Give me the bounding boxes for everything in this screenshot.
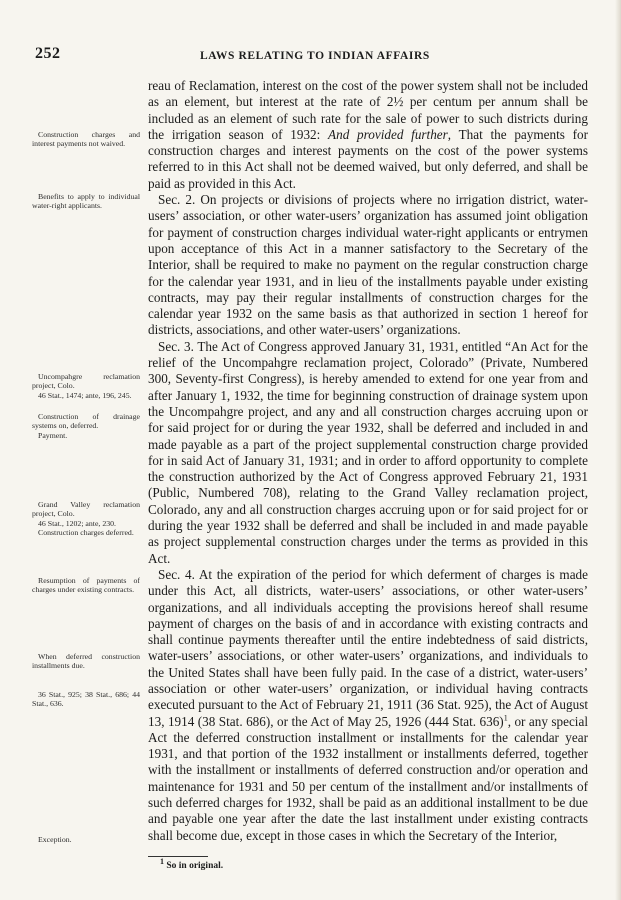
running-title: LAWS RELATING TO INDIAN AFFAIRS bbox=[200, 50, 430, 62]
page-number: 252 bbox=[35, 45, 61, 62]
margin-note-statutes: 36 Stat., 925; 38 Stat., 686; 44 Stat., 636. bbox=[32, 690, 140, 709]
emphasis-and-provided-further: And provided further bbox=[328, 126, 448, 142]
footnote bbox=[160, 856, 224, 871]
paragraph-section-2: Sec. 2. On projects or divisions of projects where no irrigation district, water-users’ association, or other water-users’ organization has assumed joint obligation for payment of construction charges individual water-right applicants or entrymen upon acceptance of this Act in a manner satisfactory to the Secretary of the Interior, shall be required to make no payment on the regular construction charge for the calendar year 1931, and in lieu of the installments payable under existing contracts, may pay their regular installments of construction charges for the calendar year 1932 on the same basis as that authorized in section 1 hereof for districts, associations, and other water-users’ organizations. bbox=[148, 192, 588, 338]
footnote-divider bbox=[148, 856, 208, 857]
footnote-marker: 1 bbox=[160, 856, 164, 866]
paragraph-section-3: Sec. 3. The Act of Congress approved January 31, 1931, entitled “An Act for the relief of the Uncompahgre reclamation project, Colorado” (Private, Numbered 300, Seventy-first Congress), is hereby amended to extend for one year from and after January 1, 1932, the time for beginning construction of drainage system upon the Uncompahgre project, and any and all construction charges accruing upon or for said project for or during the year 1932, shall be deferred and included in and made payable as a part of the project supplemental construction charge provided for in said Act of January 31, 1931; and in order to afford opportunity to complete the construction authorized by the Act of Congress approved February 21, 1931 (Public, Numbered 708), relating to the Grand Valley reclamation project, Colorado, any and all construction charges accruing upon or for said project for or during the year 1932 shall be deferred and shall be included in and made payable as project supplemental construction charges under the terms as provided in this Act. bbox=[148, 338, 588, 566]
margin-note-resumption: Resumption of payments of charges under existing contracts. bbox=[32, 576, 140, 595]
margin-note-drainage: Construction of drainage systems on, deferred. Payment. bbox=[32, 412, 140, 440]
margin-note-uncompahgre: Uncompahgre reclamation project, Colo. 46 Stat., 1474; ante, 196, 245. bbox=[32, 372, 140, 400]
margin-note-grand-valley: Grand Valley reclamation project, Colo. 46 Stat., 1202; ante, 230. Construction charges deferred. bbox=[32, 500, 140, 538]
body-text bbox=[148, 78, 588, 844]
paragraph-1: reau of Reclamation, interest on the cost of the power system shall not be included as an element, but interest at the rate of 2½ per centum per annum shall be included as an element of such rate for the sale of power to such districts during the irrigation season of 1932: And provided further, That the payments for construction charges and interest payments on the cost of the power systems referred to in this Act shall not be deemed waived, but only deferred, and shall be paid as provided in this Act. bbox=[148, 78, 588, 191]
margin-note-deferred-due: When deferred construction installments due. bbox=[32, 652, 140, 671]
margin-note-exception: Exception. bbox=[38, 835, 72, 844]
footnote-reference: 1 bbox=[503, 713, 508, 723]
footnote-text: So in original. bbox=[166, 861, 224, 871]
margin-note-construction-charges: Construction charges and interest payments not waived. bbox=[32, 130, 140, 149]
page-edge-shadow bbox=[615, 0, 621, 900]
margin-note-benefits: Benefits to apply to individual water-right applicants. bbox=[32, 192, 140, 211]
paragraph-section-4: Sec. 4. At the expiration of the period for which deferment of charges is made under this Act, all districts, water-users’ associations, or other water-users’ organizations, and all individuals accepting the provisions hereof shall resume payment of charges on the basis of and in accordance with existing contracts and shall continue payments thereafter until the entire indebtedness of said districts, water-users’ associations, or other water-users’ organizations, and individuals to the United States shall have been fully paid. In the case of a district, water-users’ association or other water-users’ organization, or individual having contracts executed pursuant to the Act of February 21, 1911 (36 Stat. 925), the Act of August 13, 1914 (38 Stat. 686), or the Act of May 25, 1926 (444 Stat. 636)$^1$, or any special Act the deferred construction installment or installments for the calendar year 1931, and that portion of the 1932 installment or installments deferred, together with the installment or installments of deferred construction and/or operation and maintenance for 1931 and 50 per centum of the installment and/or installments of such deferred charges for 1932, shall be paid as an additional installment to be due and payable one year after the date the last installment under existing contracts shall become due, except in those cases in which the Secretary of the Interior, bbox=[148, 566, 588, 843]
